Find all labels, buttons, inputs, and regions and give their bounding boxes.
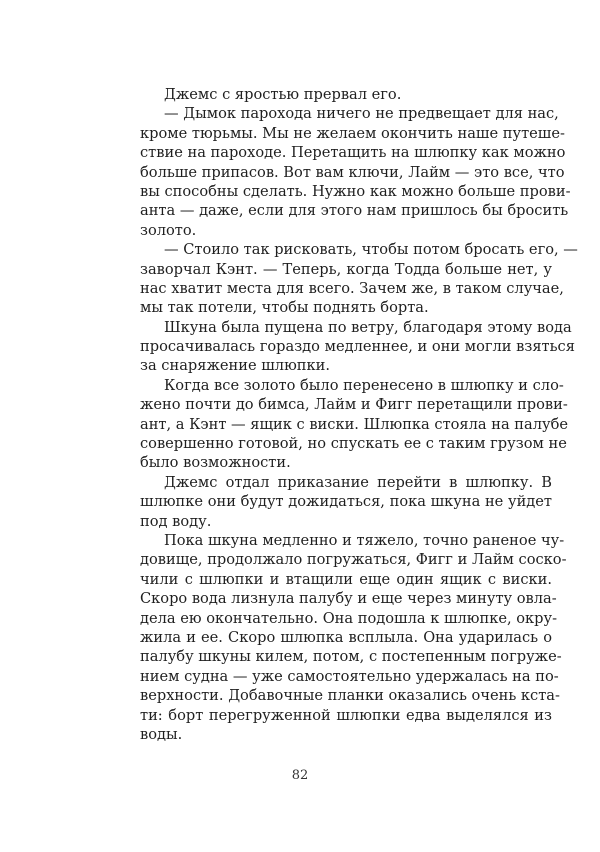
text-line: довище, продолжало погружаться, Фигг и Лайм соско-	[140, 551, 567, 569]
text-line: золото.	[140, 221, 197, 239]
text-line: Когда все золото было перенесено в шлюпку и сло-	[164, 376, 564, 394]
text-line: анта — даже, если для этого нам пришлось бы бросить	[140, 202, 569, 220]
text-line: чили с шлюпки и втащили еще один ящик с виски.	[140, 570, 552, 588]
text-line: нас хватит места для всего. Зачем же, в таком случае,	[140, 279, 564, 297]
text-line: под воду.	[140, 512, 212, 530]
text-line: мы так потели, чтобы поднять борта.	[140, 299, 429, 317]
text-line: вы способны сделать. Нужно как можно больше прови-	[140, 182, 571, 200]
text-line: Джемс отдал приказание перейти в шлюпку. В	[164, 473, 552, 491]
text-line: жила и ее. Скоро шлюпка всплыла. Она ударилась о	[140, 628, 552, 646]
text-line: ант, а Кэнт — ящик с виски. Шлюпка стояла на палубе	[140, 415, 569, 433]
text-line: верхности. Добавочные планки оказались очень кста-	[140, 687, 560, 705]
text-line: кроме тюрьмы. Мы не желаем окончить наше путеше-	[140, 124, 565, 142]
text-line: совершенно готовой, но спускать ее с таким грузом не	[140, 435, 567, 453]
text-line: дела ею окончательно. Она подошла к шлюпке, окру-	[140, 609, 558, 627]
text-line: Шкуна была пущена по ветру, благодаря этому вода	[164, 318, 572, 336]
text-line: больше припасов. Вот вам ключи, Лайм — это все, что	[140, 163, 565, 181]
text-line: заворчал Кэнт. — Теперь, когда Тодда больше нет, у	[140, 260, 552, 278]
text-line: палубу шкуны килем, потом, с постепенным погруже-	[140, 648, 562, 666]
text-line: ти: борт перегруженной шлюпки едва выделялся из	[140, 706, 552, 724]
text-line: жено почти до бимса, Лайм и Фигг перетащили прови-	[140, 396, 568, 414]
text-line: воды.	[140, 725, 183, 743]
text-line: нием судна — уже самостоятельно удержалась на по-	[140, 667, 559, 685]
text-line: Джемс с яростью прервал его.	[164, 86, 402, 103]
text-line: за снаряжение шлюпки.	[140, 357, 330, 375]
text-line: — Дымок парохода ничего не предвещает для нас,	[164, 105, 559, 123]
text-line: Пока шкуна медленно и тяжело, точно раненое чу-	[164, 531, 565, 549]
text-line: было возможности.	[140, 454, 291, 472]
body-text	[140, 85, 578, 744]
text-line: — Стоило так рисковать, чтобы потом бросать его, —	[164, 241, 578, 259]
text-line: шлюпке они будут дожидаться, пока шкуна не уйдет	[140, 493, 552, 511]
text-line: Скоро вода лизнула палубу и еще через минуту овла-	[140, 590, 557, 608]
text-line: просачивалась гораздо медленнее, и они могли взяться	[140, 338, 575, 356]
text-line: ствие на пароходе. Перетащить на шлюпку как можно	[140, 144, 566, 162]
page-number: 82	[291, 768, 309, 783]
